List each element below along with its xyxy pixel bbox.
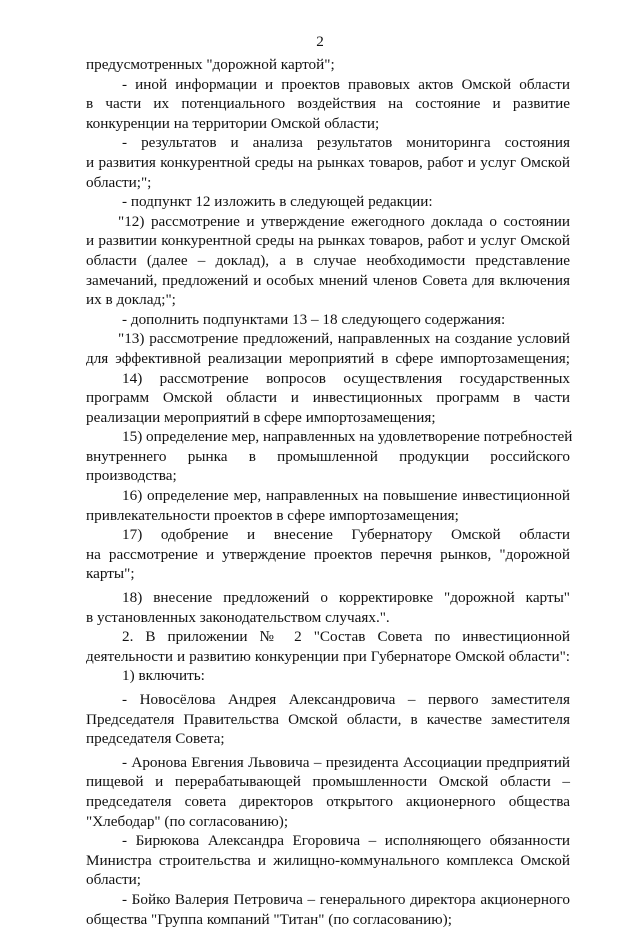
text-line: Министра строительства и жилищно-коммунального комплекса Омской — [86, 851, 570, 869]
text-line: председателя Совета; — [86, 730, 225, 748]
list-item: - Бойко Валерия Петровича – генерального директора акционерного — [122, 890, 570, 908]
text-line: и развития конкурентной среды на рынках товаров, работ и услуг Омской — [86, 153, 570, 171]
page-number: 2 — [316, 33, 324, 50]
list-item: - Аронова Евгения Львовича – президента Ассоциации предприятий — [122, 753, 570, 771]
text-line: председателя совета директоров открытого акционерного общества — [86, 792, 570, 810]
text-line: области (далее – доклад), а в случае необходимости представление — [86, 251, 570, 269]
numbered-item: 16) определение мер, направленных на повышение инвестиционной — [122, 487, 570, 505]
list-item: - иной информации и проектов правовых актов Омской области — [122, 75, 570, 93]
text-line: для эффективной реализации мероприятий в сфере импортозамещения; — [86, 349, 570, 367]
list-item: - результатов и анализа результатов мониторинга состояния — [122, 134, 570, 152]
text-line: реализации мероприятий в сфере импортозамещения; — [86, 408, 436, 426]
text-line: замечаний, предложений и особых мнений членов Совета для включения — [86, 271, 570, 289]
text-line: предусмотренных "дорожной картой"; — [86, 56, 335, 73]
text-line: карты"; — [86, 565, 135, 583]
text-line: в части их потенциального воздействия на состояние и развитие — [86, 95, 570, 113]
list-item: - Новосёлова Андрея Александровича – первого заместителя — [122, 691, 570, 708]
text-line: конкуренции на территории Омской области; — [86, 114, 380, 132]
text-line: их в доклад;"; — [86, 291, 176, 309]
document-body — [86, 55, 573, 929]
text-line: области; — [86, 871, 141, 889]
text-line: области;"; — [86, 173, 152, 191]
numbered-item: 15) определение мер, направленных на удовлетворение потребностей — [122, 428, 573, 446]
text-line: внутреннего рынка в промышленной продукции российского — [86, 447, 570, 465]
numbered-item: 14) рассмотрение вопросов осуществления государственных — [122, 369, 570, 387]
list-item: - дополнить подпунктами 13 – 18 следующего содержания: — [122, 310, 506, 328]
text-line: Председателя Правительства Омской области, в качестве заместителя — [86, 710, 570, 728]
text-line: и развитии конкурентной среды на рынках товаров, работ и услуг Омской — [86, 232, 570, 250]
numbered-item: 17) одобрение и внесение Губернатору Омской области — [122, 526, 570, 544]
text-line: программ Омской области и инвестиционных программ в части — [86, 389, 570, 407]
text-line: "Хлебодар" (по согласованию); — [86, 812, 289, 830]
numbered-item: 1) включить: — [122, 667, 205, 685]
text-line: привлекательности проектов в сфере импортозамещения; — [86, 506, 459, 524]
quoted-item: "12) рассмотрение и утверждение ежегодного доклада о состоянии — [118, 212, 570, 230]
text-line: производства; — [86, 467, 177, 485]
list-item: - подпункт 12 изложить в следующей редакции: — [122, 193, 433, 211]
text-line: на рассмотрение и утверждение проектов перечня рынков, "дорожной — [86, 545, 570, 563]
list-item: - Бирюкова Александра Егоровича – исполняющего обязанности — [122, 832, 570, 850]
text-line: пищевой и перерабатывающей промышленности Омской области – — [86, 773, 570, 791]
quoted-item: "13) рассмотрение предложений, направленных на создание условий — [118, 330, 570, 348]
text-line: в установленных законодательством случаях.". — [86, 608, 390, 626]
text-line: деятельности и развитию конкуренции при Губернаторе Омской области": — [86, 647, 570, 665]
numbered-item: 2. В приложении № 2 "Состав Совета по инвестиционной — [122, 628, 570, 646]
numbered-item: 18) внесение предложений о корректировке "дорожной карты" — [122, 589, 570, 607]
text-line: общества "Группа компаний "Титан" (по согласованию); — [86, 910, 452, 928]
